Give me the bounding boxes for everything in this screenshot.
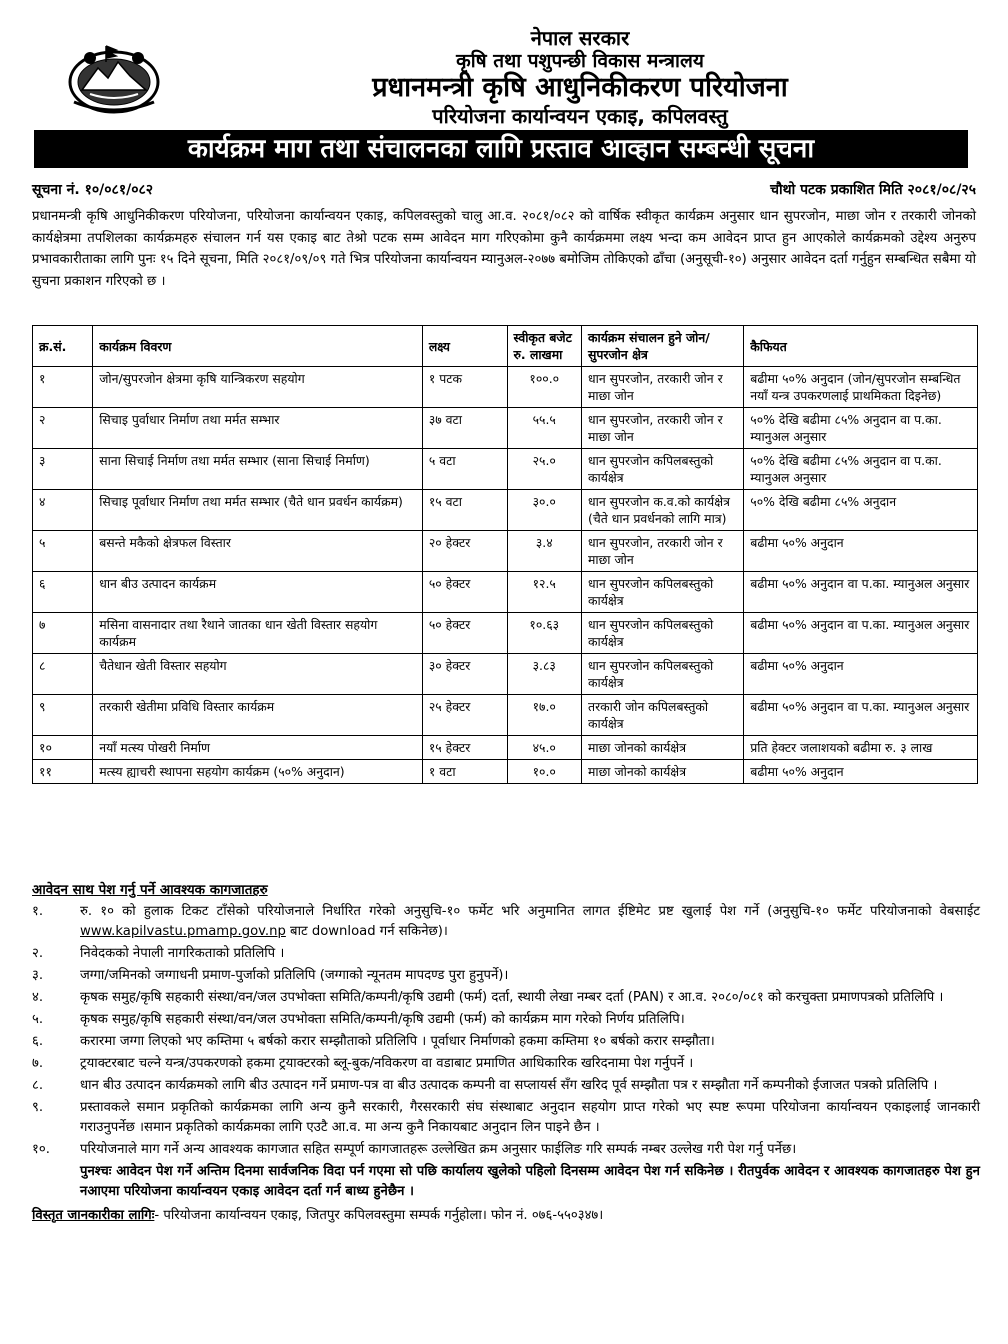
cell-remarks: ५०% देखि बढीमा ८५% अनुदान वा प.का. म्यानुअल अनुसार	[744, 449, 978, 490]
cell-budget: १०.०	[507, 760, 581, 784]
cell-zone: माछा जोनको कार्यक्षेत्र	[582, 760, 744, 784]
cell-target: ३७ वटा	[422, 408, 507, 449]
cell-program: सिचाइ पूर्वाधार निर्माण तथा मर्मत सम्भार (चैते धान प्रवर्धन कार्यक्रम)	[93, 490, 423, 531]
cell-budget: १२.५	[507, 572, 581, 613]
cell-program: नयाँ मत्स्य पोखरी निर्माण	[93, 736, 423, 760]
contact-label: विस्तृत जानकारीका लागिः	[32, 1208, 155, 1223]
cell-sn: ३	[33, 449, 93, 490]
cell-program: सिचाइ पुर्वाधार निर्माण तथा मर्मत सम्भार	[93, 408, 423, 449]
cell-target: ५ वटा	[422, 449, 507, 490]
table-row	[33, 613, 978, 654]
table-body	[33, 367, 978, 784]
cell-program: धान बीउ उत्पादन कार्यक्रम	[93, 572, 423, 613]
list-item-number: २.	[32, 946, 44, 961]
cell-budget: ३.४	[507, 531, 581, 572]
header-line-ministry: कृषि तथा पशुपन्छी विकास मन्त्रालय	[456, 50, 704, 72]
table-row	[33, 736, 978, 760]
cell-target: ५० हेक्टर	[422, 572, 507, 613]
list-item	[32, 966, 980, 986]
table-row	[33, 367, 978, 408]
list-item-number: ८.	[32, 1078, 44, 1093]
list-item	[32, 988, 980, 1008]
header-lines	[170, 26, 990, 128]
cell-remarks: बढीमा ५०% अनुदान	[744, 654, 978, 695]
cell-target: १५ वटा	[422, 490, 507, 531]
list-item-text: करारमा जग्गा लिएको भए कम्तिमा ५ बर्षको करार सम्झौताको प्रतिलिपि । पूर्वाधार निर्माणको हकमा कम्तिमा १० बर्षको करार सम्झौता।	[80, 1034, 715, 1049]
column-header-program: कार्यक्रम विवरण	[93, 326, 423, 367]
cell-target: ३० हेक्टर	[422, 654, 507, 695]
list-item-text: ट्रयाक्टरबाट चल्ने यन्त्र/उपकरणको हकमा ट्रयाक्टरको ब्लू-बुक/नविकरण वा वडाबाट प्रमाणित आधिकारिक खरिदनामा पेश गर्नुपर्ने ।	[80, 1056, 694, 1071]
cell-zone: धान सुपरजोन, तरकारी जोन र माछा जोन	[582, 531, 744, 572]
list-item-text: जग्गा/जमिनको जग्गाधनी प्रमाण-पुर्जाको प्रतिलिपि (जग्गाको न्यूनतम मापदण्ड पुरा हुनुपर्ने)।	[80, 968, 509, 983]
header-line-project: प्रधानमन्त्री कृषि आधुनिकीकरण परियोजना	[372, 72, 788, 103]
cell-sn: ६	[33, 572, 93, 613]
table-row	[33, 695, 978, 736]
table-row	[33, 531, 978, 572]
contact-line	[32, 1206, 980, 1226]
list-item-number: ६.	[32, 1034, 44, 1049]
table-header-row	[33, 326, 978, 367]
list-item	[32, 1140, 980, 1160]
notice-meta	[32, 180, 976, 202]
list-item	[32, 1032, 980, 1052]
cell-zone: माछा जोनको कार्यक्षेत्र	[582, 736, 744, 760]
cell-budget: ५५.५	[507, 408, 581, 449]
notice-number: सूचना नं. १०/०८१/०८२	[32, 182, 154, 198]
cell-target: ५० हेक्टर	[422, 613, 507, 654]
cell-remarks: बढीमा ५०% अनुदान वा प.का. म्यानुअल अनुसार	[744, 613, 978, 654]
cell-sn: ११	[33, 760, 93, 784]
cell-program: बसन्ते मकैको क्षेत्रफल विस्तार	[93, 531, 423, 572]
cell-sn: ९	[33, 695, 93, 736]
column-header-target: लक्ष्य	[422, 326, 507, 367]
column-header-budget: स्वीकृत बजेट रु. लाखमा	[507, 326, 581, 367]
cell-sn: १	[33, 367, 93, 408]
cell-zone: धान सुपरजोन कपिलबस्तुको कार्यक्षेत्र	[582, 654, 744, 695]
cell-program: साना सिचाई निर्माण तथा मर्मत सम्भार (साना सिचाई निर्माण)	[93, 449, 423, 490]
header-line-government: नेपाल सरकार	[530, 26, 630, 50]
cell-sn: २	[33, 408, 93, 449]
cell-zone: तरकारी जोन कपिलबस्तुको कार्यक्षेत्र	[582, 695, 744, 736]
header	[0, 0, 1008, 128]
column-header-remarks: कैफियत	[744, 326, 978, 367]
website-link[interactable]: www.kapilvastu.pmamp.gov.np	[80, 924, 286, 939]
list-item-text: निवेदकको नेपाली नागरिकताको प्रतिलिपि ।	[80, 946, 285, 961]
cell-remarks: प्रति हेक्टर जलाशयको बढीमा रु. ३ लाख	[744, 736, 978, 760]
list-item	[32, 1054, 980, 1074]
cell-budget: १००.०	[507, 367, 581, 408]
list-item-number: ५.	[32, 1012, 44, 1027]
list-item-text-end: बाट download गर्न सकिनेछ)।	[285, 924, 448, 939]
cell-zone: धान सुपरजोन कपिलबस्तुको कार्यक्षेत्र	[582, 449, 744, 490]
published-date: चौथो पटक प्रकाशित मिति २०८१/०८/२५	[770, 182, 976, 198]
list-item-text: कृषक समुह/कृषि सहकारी संस्था/वन/जल उपभोक्ता समिति/कम्पनी/कृषि उद्यमी (फर्म) को कार्यक्रम माग गरेको निर्णय प्रतिलिपि।	[80, 1012, 685, 1027]
cell-target: १ पटक	[422, 367, 507, 408]
list-item-text: कृषक समुह/कृषि सहकारी संस्था/वन/जल उपभोक्ता समिति/कम्पनी/कृषि उद्यमी (फर्म) दर्ता, स्थायी लेखा नम्बर दर्ता (PAN) र आ.व. २०८०/०८१ को करचुक्ता प्रमाणपत्रको प्रतिलिपि ।	[80, 990, 944, 1005]
list-item-text: परियोजनाले माग गर्ने अन्य आवश्यक कागजात सहित सम्पूर्ण कागजातहरू उल्लेखित क्रम अनुसार फाईलिङ गरि सम्पर्क नम्बर उल्लेख गरी पेश गर्नु पर्नेछ।	[80, 1142, 797, 1157]
column-header-zone: कार्यक्रम संचालन हुने जोन/सुपरजोन क्षेत्र	[582, 326, 744, 367]
list-item-text: रु. १० को हुलाक टिकट टाँसेको परियोजनाले निर्धारित गरेको अनुसुचि-१० फर्मेट भरि अनुमानित लागत ईष्टिमेट प्रष्ट खुलाई पेश गर्ने (अनुसुचि-१० फर्मेट परियोजनाको वेबसाईट	[80, 904, 980, 919]
cell-zone: धान सुपरजोन, तरकारी जोन र माछा जोन	[582, 367, 744, 408]
cell-budget: ३०.०	[507, 490, 581, 531]
cell-target: २० हेक्टर	[422, 531, 507, 572]
table-row	[33, 572, 978, 613]
cell-budget: १७.०	[507, 695, 581, 736]
table-row	[33, 490, 978, 531]
list-item-text: प्रस्तावकले समान प्रकृतिको कार्यक्रमका लागि अन्य कुनै सरकारी, गैरसरकारी संघ संस्थाबाट अनुदान सहयोग प्राप्त गरेको भए स्पष्ट रूपमा परियोजना कार्यान्वयन एकाइलाई जानकारी गराउनुपर्नेछ ।समान प्रकृतिको कार्यक्रमका लागि एउटै आ.व. मा अन्य कुनै निकायबाट अनुदान लिन पाइने छैन ।	[80, 1100, 980, 1135]
column-header-sn: क्र.सं.	[33, 326, 93, 367]
cell-budget: ४५.०	[507, 736, 581, 760]
cell-program: चैतेधान खेती विस्तार सहयोग	[93, 654, 423, 695]
list-item-number: १०.	[32, 1142, 50, 1157]
program-table	[32, 325, 978, 784]
cell-program: जोन/सुपरजोन क्षेत्रमा कृषि यान्त्रिकरण सहयोग	[93, 367, 423, 408]
cell-budget: ३.८३	[507, 654, 581, 695]
cell-target: १ वटा	[422, 760, 507, 784]
table-row	[33, 760, 978, 784]
notice-title-banner: कार्यक्रम माग तथा संचालनका लागि प्रस्ताव आव्हान सम्बन्धी सूचना	[34, 130, 968, 168]
postscript-note: पुनश्चः आवेदन पेश गर्ने अन्तिम दिनमा सार्वजनिक विदा पर्न गएमा सो पछि कार्यालय खुलेको पहिलो दिनसम्म आवेदन पेश गर्न सकिनेछ । रीतपुर्वक आवेदन र आवश्यक कागजातहरु पेश हुन नआएमा परियोजना कार्यान्वयन एकाइ आवेदन दर्ता गर्न बाध्य हुनेछैन ।	[80, 1164, 980, 1199]
required-documents	[32, 880, 980, 1226]
cell-program: तरकारी खेतीमा प्रविधि विस्तार कार्यक्रम	[93, 695, 423, 736]
table-row	[33, 654, 978, 695]
cell-remarks: ५०% देखि बढीमा ८५% अनुदान वा प.का. म्यानुअल अनुसार	[744, 408, 978, 449]
cell-sn: ८	[33, 654, 93, 695]
list-item-number: ३.	[32, 968, 44, 983]
list-item	[32, 1010, 980, 1030]
documents-list	[32, 944, 980, 1160]
cell-target: १५ हेक्टर	[422, 736, 507, 760]
contact-text: - परियोजना कार्यान्वयन एकाइ, जितपुर कपिलवस्तुमा सम्पर्क गर्नुहोला। फोन नं. ०७६-५५०३४७।	[154, 1208, 604, 1223]
cell-target: २५ हेक्टर	[422, 695, 507, 736]
cell-budget: १०.६३	[507, 613, 581, 654]
list-item-number: ४.	[32, 990, 44, 1005]
cell-remarks: बढीमा ५०% अनुदान	[744, 531, 978, 572]
cell-remarks: बढीमा ५०% अनुदान वा प.का. म्यानुअल अनुसार	[744, 695, 978, 736]
documents-title: आवेदन साथ पेश गर्नु पर्ने आवश्यक कागजातहरु	[32, 882, 268, 898]
cell-zone: धान सुपरजोन, तरकारी जोन र माछा जोन	[582, 408, 744, 449]
table-row	[33, 449, 978, 490]
cell-sn: १०	[33, 736, 93, 760]
list-item-number: ९.	[32, 1100, 44, 1115]
cell-remarks: बढीमा ५०% अनुदान	[744, 760, 978, 784]
list-item	[32, 1076, 980, 1096]
cell-program: मत्स्य ह्याचरी स्थापना सहयोग कार्यक्रम (५०% अनुदान)	[93, 760, 423, 784]
list-item	[32, 902, 980, 942]
list-item-number: १.	[32, 904, 44, 919]
header-line-unit: परियोजना कार्यान्वयन एकाइ, कपिलवस्तु	[432, 104, 728, 128]
cell-remarks: ५०% देखि बढीमा ८५% अनुदान	[744, 490, 978, 531]
intro-paragraph: प्रधानमन्त्री कृषि आधुनिकीकरण परियोजना, परियोजना कार्यान्वयन एकाइ, कपिलवस्तुको चालु आ.व. २०८१/०८२ को वार्षिक स्वीकृत कार्यक्रम अनुसार धान सुपरजोन, माछा जोन र तरकारी जोनको कार्यक्षेत्रमा तपशिलका कार्यक्रमहरु संचालन गर्न यस एकाइ बाट तेश्रो पटक सम्म आवेदन माग गरिएकोमा कुनै कार्यक्रममा लक्ष्य भन्दा कम आवेदन प्राप्त हुन आएकोले कार्यक्रमको उद्देश्य अनुरुप प्रभावकारीताका लागि पुनः १५ दिने सूचना, मिति २०८१/०९/०९ गते भित्र परियोजना कार्यान्वयन म्यानुअल-२०७७ बमोजिम तोकिएको ढाँचा (अनुसूची-१०) अनुसार आवेदन दर्ता गर्नुहुन सम्बन्धित सबैमा यो सुचना प्रकाशन गरिएको छ ।	[32, 209, 976, 289]
list-item	[32, 1098, 980, 1138]
cell-zone: धान सुपरजोन क.व.को कार्यक्षेत्र (चैते धान प्रवर्धनको लागि मात्र)	[582, 490, 744, 531]
table-row	[33, 408, 978, 449]
cell-sn: ५	[33, 531, 93, 572]
cell-program: मसिना वासनादार तथा रैथाने जातका धान खेती विस्तार सहयोग कार्यक्रम	[93, 613, 423, 654]
cell-budget: २५.०	[507, 449, 581, 490]
list-item-number: ७.	[32, 1056, 44, 1071]
cell-remarks: बढीमा ५०% अनुदान वा प.का. म्यानुअल अनुसार	[744, 572, 978, 613]
cell-remarks: बढीमा ५०% अनुदान (जोन/सुपरजोन सम्बन्धित नयाँ यन्त्र उपकरणलाई प्राथमिकता दिइनेछ)	[744, 367, 978, 408]
list-item	[32, 944, 980, 964]
government-emblem-icon	[66, 36, 162, 116]
cell-sn: ४	[33, 490, 93, 531]
cell-zone: धान सुपरजोन कपिलबस्तुको कार्यक्षेत्र	[582, 613, 744, 654]
cell-sn: ७	[33, 613, 93, 654]
list-item-text: धान बीउ उत्पादन कार्यक्रमको लागि बीउ उत्पादन गर्ने प्रमाण-पत्र वा बीउ उत्पादक कम्पनी वा सप्लायर्स सँग खरिद पूर्व सम्झौता पत्र र सम्झौता गर्ने कम्पनीको ईजाजत पत्रको प्रतिलिपि ।	[80, 1078, 938, 1093]
cell-zone: धान सुपरजोन कपिलबस्तुको कार्यक्षेत्र	[582, 572, 744, 613]
